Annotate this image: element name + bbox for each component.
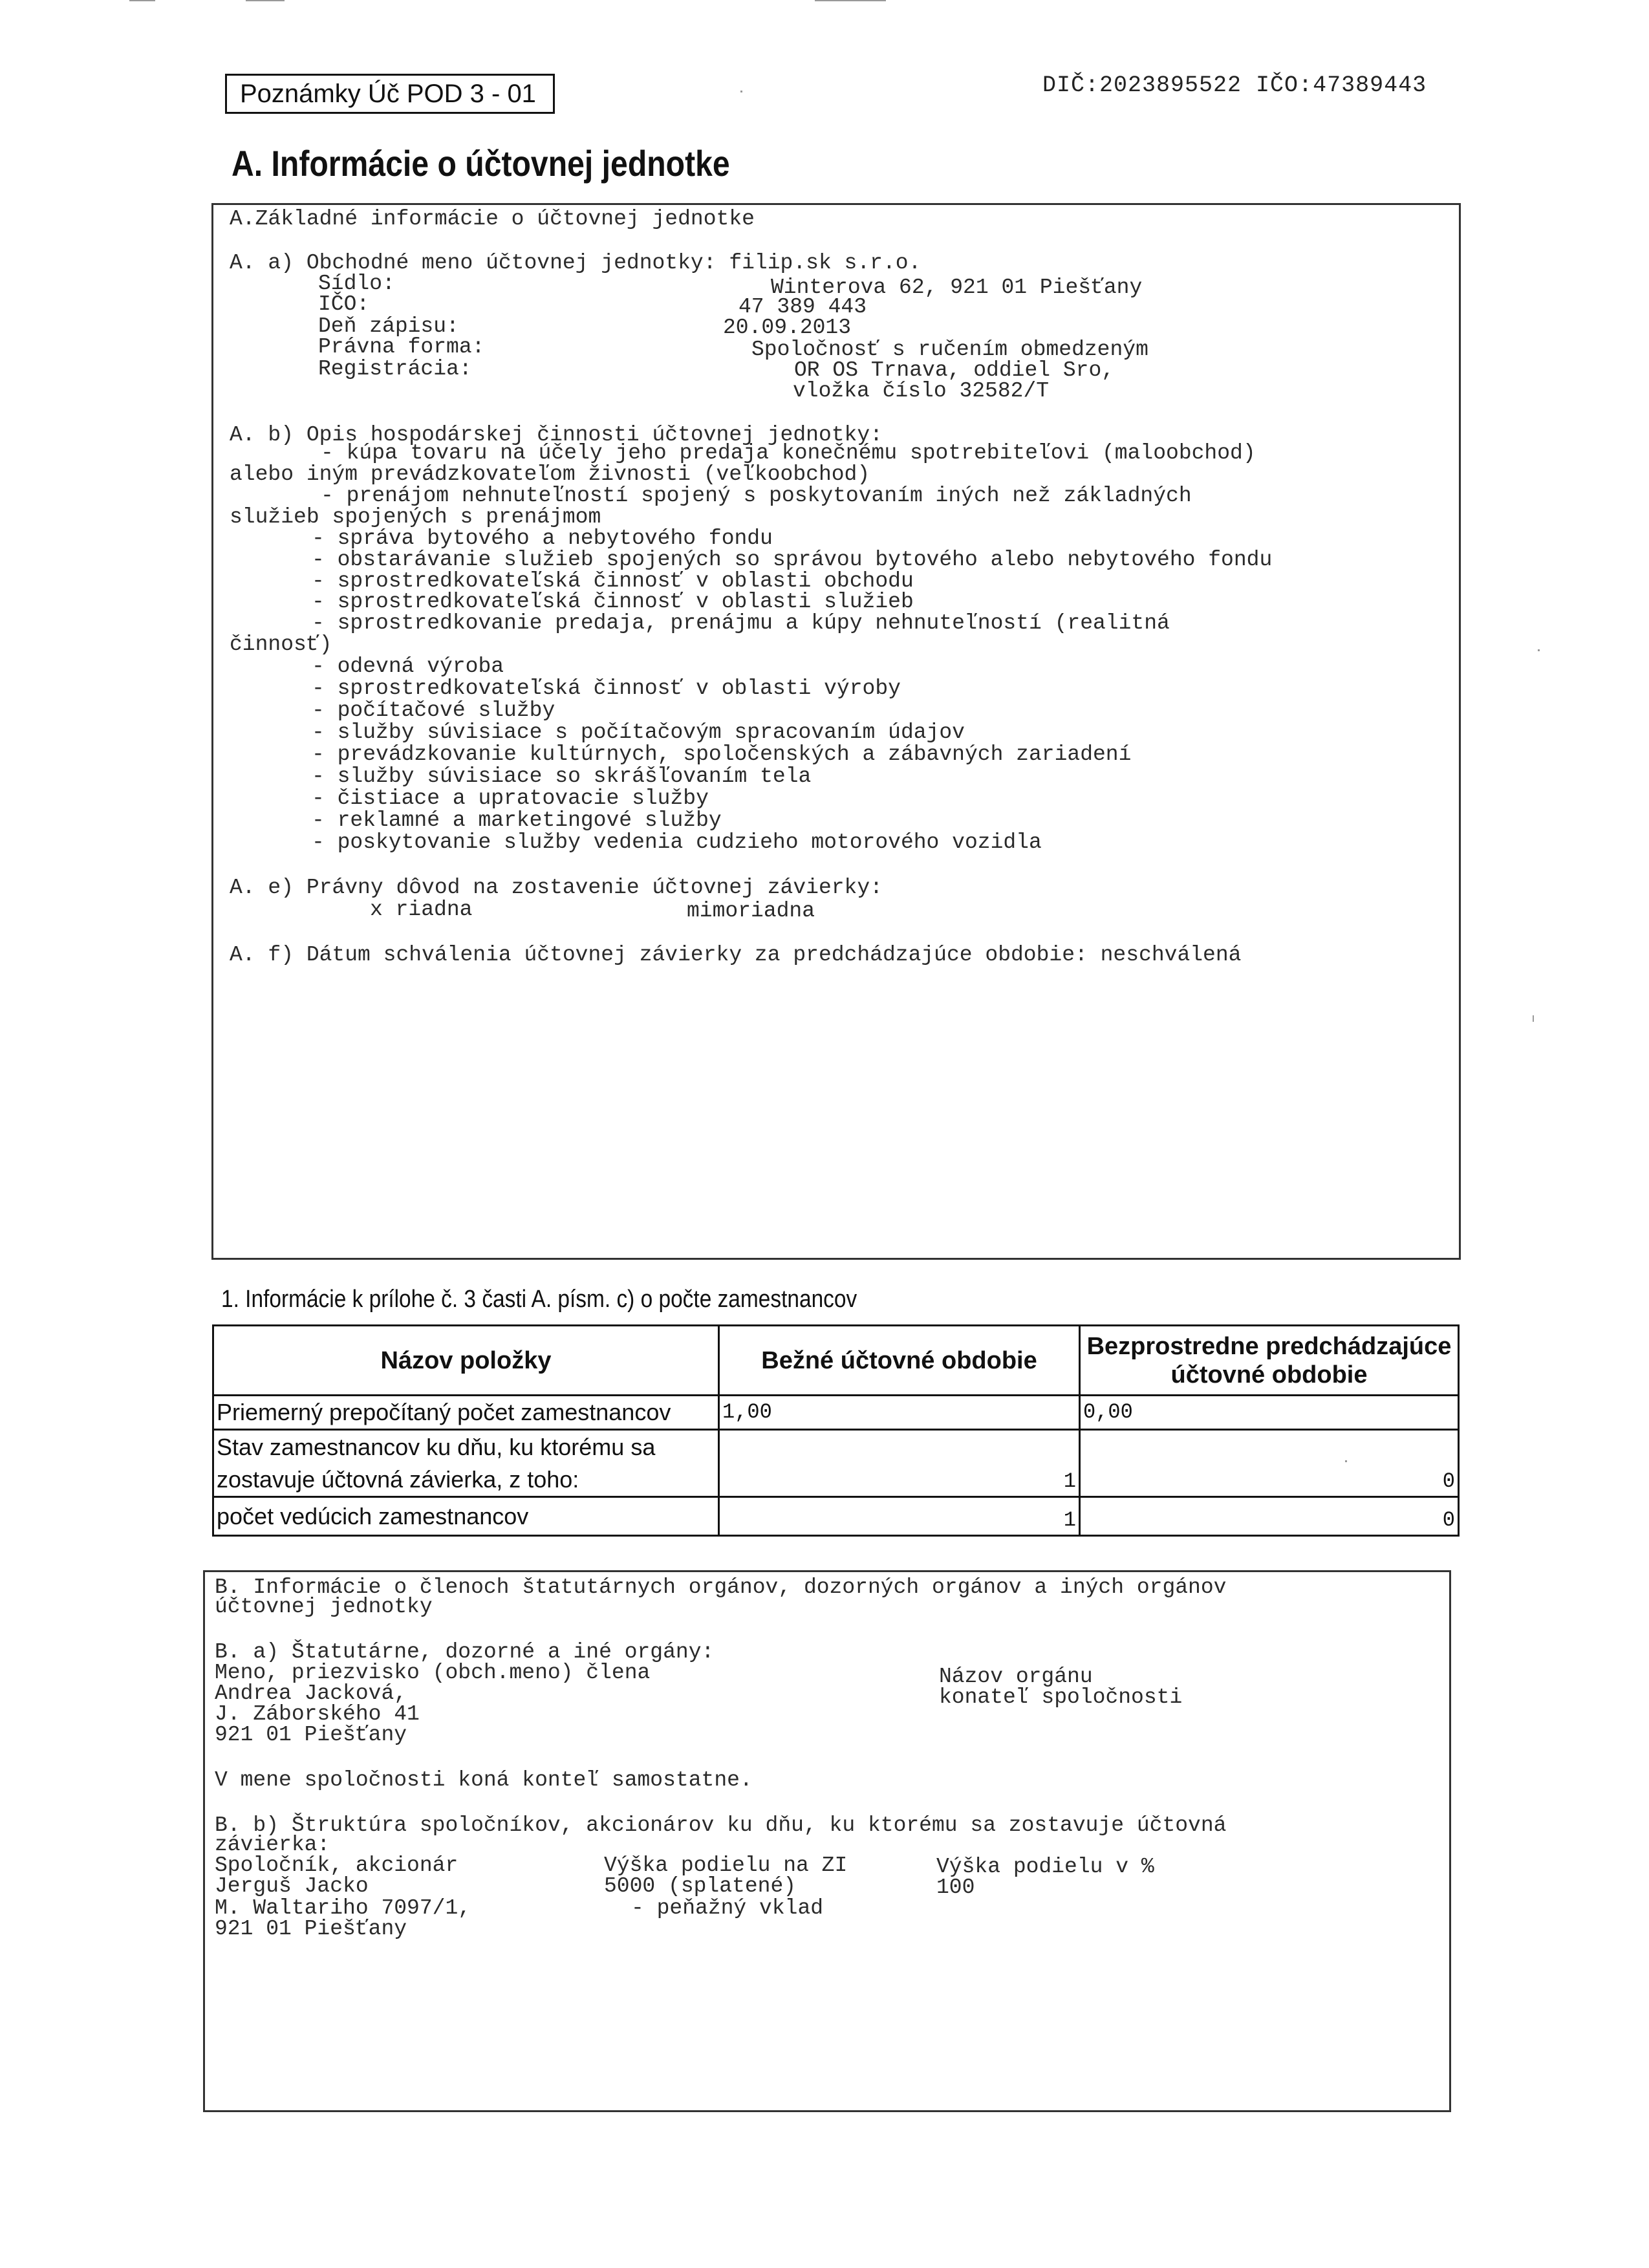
tax-id-line: DIČ:2023895522 IČO:47389443 (1042, 72, 1427, 98)
table-row (213, 1497, 1459, 1536)
field-label: Právna forma: (318, 335, 485, 359)
organ-column-header: Názov orgánu (939, 1665, 1093, 1689)
activity-item: - počítačové služby (312, 698, 555, 722)
legal-reason-heading: A. e) Právny dôvod na zostavenie účtovnej závierky: (230, 876, 883, 900)
field-label: Deň zápisu: (318, 314, 459, 338)
activity-item: - odevná výroba (312, 654, 504, 678)
activity-item: - kúpa tovaru na účely jeho predaja konečnému spotrebiteľovi (maloobchod) (321, 441, 1256, 465)
activity-item: - prevádzkovanie kultúrnych, spoločenských a zábavných zariadení (312, 742, 1132, 766)
previous-value: 0 (1080, 1497, 1459, 1536)
activity-item: - sprostredkovateľská činnosť v oblasti výroby (312, 676, 901, 700)
shareholder-line: Jerguš Jacko (215, 1874, 369, 1898)
table-row (213, 1430, 1459, 1497)
field-value: Winterova 62, 921 01 Piešťany (771, 275, 1143, 299)
member-line: 921 01 Piešťany (215, 1723, 407, 1747)
share-amount: 5000 (splatené) (604, 1874, 797, 1898)
current-value: 1,00 (719, 1396, 1080, 1430)
field-label: IČO: (318, 292, 370, 316)
scan-artifact (1538, 649, 1540, 651)
current-value: 1 (719, 1497, 1080, 1536)
shareholders-heading-cont: závierka: (215, 1833, 330, 1857)
shareholder-column-header: Spoločník, akcionár (215, 1853, 458, 1877)
section-b-heading-cont: účtovnej jednotky (215, 1595, 433, 1619)
activity-item: - prenájom nehnuteľností spojený s poskytovaním iných než základných (321, 484, 1192, 508)
acting-note: V mene spoločnosti koná konteľ samostatne. (215, 1768, 753, 1792)
share-percent-column-header: Výška podielu v % (936, 1855, 1154, 1879)
scan-artifact (246, 0, 285, 1)
section-a-heading: A.Základné informácie o účtovnej jednotke (230, 207, 755, 231)
employees-caption: 1. Informácie k prílohe č. 3 časti A. písm. c) o počte zamestnancov (221, 1286, 857, 1313)
field-value: Spoločnosť s ručením obmedzeným (751, 338, 1148, 362)
row-label: Stav zamestnancov ku dňu, ku ktorému sa zostavuje účtovná závierka, z toho: (213, 1430, 719, 1497)
scan-artifact (740, 91, 742, 92)
option-extraordinary: mimoriadna (687, 899, 815, 923)
activity-item: - služby súvisiace so skrášľovaním tela (312, 764, 812, 788)
field-label: Sídlo: (318, 272, 395, 296)
activity-item: - poskytovanie služby vedenia cudzieho motorového vozidla (312, 830, 1042, 854)
field-value: 20.09.2013 (723, 316, 852, 340)
scan-artifact (1345, 1460, 1347, 1462)
shareholder-line: M. Waltariho 7097/1, (215, 1896, 471, 1920)
activity-item: - obstarávanie služieb spojených so správou bytového alebo nebytového fondu (312, 548, 1273, 572)
activity-item: - sprostredkovanie predaja, prenájmu a kúpy nehnuteľností (realitná (312, 611, 1170, 635)
member-line: J. Záborského 41 (215, 1702, 420, 1726)
field-value: OR OS Trnava, oddiel Sro, (794, 358, 1115, 382)
table-row (213, 1396, 1459, 1430)
activity-item: služieb spojených s prenájmom (230, 505, 601, 529)
activity-heading: A. b) Opis hospodárskej činnosti účtovnej jednotky: (230, 423, 883, 447)
page-title: A. Informácie o účtovnej jednotke (232, 143, 730, 184)
member-line: Andrea Jacková, (215, 1681, 407, 1705)
activity-item: alebo iným prevádzkovateľom živnosti (veľkoobchod) (230, 462, 870, 486)
field-label: Registrácia: (318, 357, 472, 381)
employees-table (212, 1324, 1460, 1537)
activity-item: - sprostredkovateľská činnosť v oblasti služieb (312, 590, 914, 614)
section-b-heading: B. Informácie o členoch štatutárnych orgánov, dozorných orgánov a iných orgánov (215, 1575, 1227, 1599)
activity-item: činnosť) (230, 632, 332, 656)
activity-item: - správa bytového a nebytového fondu (312, 526, 773, 550)
company-name-line: A. a) Obchodné meno účtovnej jednotky: filip.sk s.r.o. (230, 251, 921, 275)
column-header-previous-period: Bezprostredne predchádzajúce účtovné obdobie (1080, 1326, 1459, 1396)
document-label: Poznámky Úč POD 3 - 01 (225, 74, 555, 114)
previous-value: 0 (1080, 1430, 1459, 1497)
activity-item: - reklamné a marketingové služby (312, 808, 722, 832)
column-header-item-name: Názov položky (213, 1326, 719, 1396)
organs-heading: B. a) Štatutárne, dozorné a iné orgány: (215, 1640, 715, 1664)
shareholders-heading: B. b) Štruktúra spoločníkov, akcionárov ku dňu, ku ktorému sa zostavuje účtovná (215, 1813, 1227, 1837)
current-value: 1 (719, 1430, 1080, 1497)
previous-value: 0,00 (1080, 1396, 1459, 1430)
scan-artifact (129, 0, 155, 1)
share-type: - peňažný vklad (631, 1896, 824, 1920)
member-column-header: Meno, priezvisko (obch.meno) člena (215, 1661, 651, 1685)
scan-artifact (815, 0, 886, 1)
row-label: počet vedúcich zamestnancov (213, 1497, 719, 1536)
field-value: 47 389 443 (738, 295, 867, 319)
column-header-current-period: Bežné účtovné obdobie (719, 1326, 1080, 1396)
approval-date-line: A. f) Dátum schválenia účtovnej závierky za predchádzajúce obdobie: neschválená (230, 943, 1242, 967)
organ-name: konateľ spoločnosti (939, 1685, 1183, 1709)
table-header-row (213, 1326, 1459, 1396)
row-label: Priemerný prepočítaný počet zamestnancov (213, 1396, 719, 1430)
share-percent: 100 (936, 1875, 975, 1899)
field-value: vložka číslo 32582/T (793, 379, 1050, 403)
activity-item: - sprostredkovateľská činnosť v oblasti obchodu (312, 569, 914, 593)
scan-artifact (1533, 1015, 1534, 1022)
activity-item: - služby súvisiace s počítačovým spracovaním údajov (312, 720, 965, 744)
shareholder-line: 921 01 Piešťany (215, 1917, 407, 1941)
option-regular: x riadna (370, 898, 473, 922)
share-amount-column-header: Výška podielu na ZI (604, 1853, 848, 1877)
activity-item: - čistiace a upratovacie služby (312, 786, 709, 810)
